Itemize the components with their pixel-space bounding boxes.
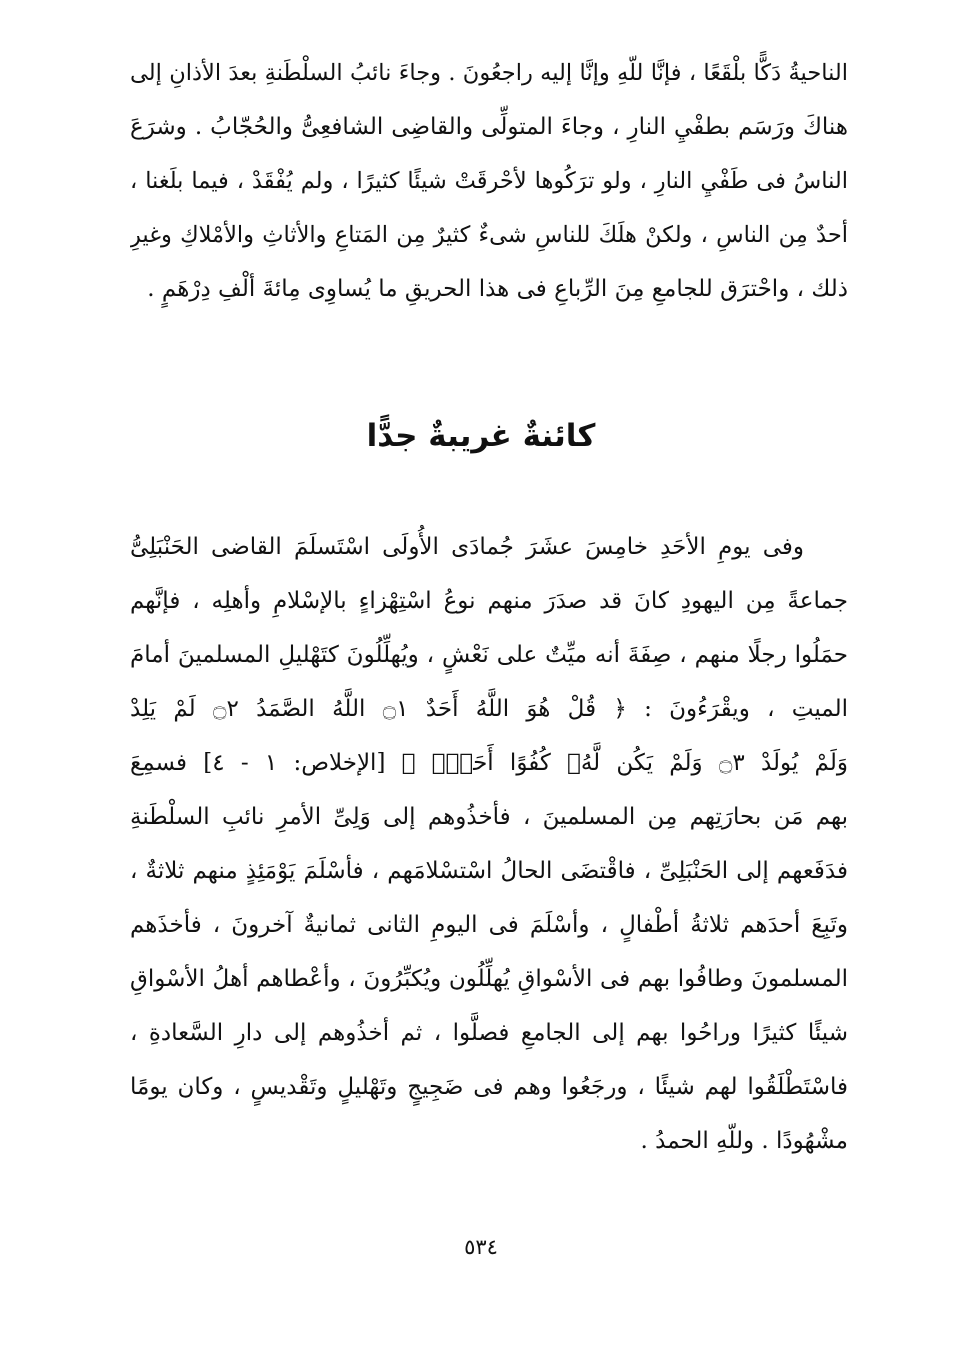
text-line: وفى يومِ الأحَدِ خامِسَ عشَرَ جُمادَى الأُولَى اسْتَسلَمَ القاضى الحَنْبَلِىُّ: [130, 534, 804, 560]
text-line: ذلك ، واحْترَق للجامعِ مِنَ الرِّباعِ فى هذا الحريقِ ما يُساوِى مِائةَ ألْفِ دِرْهَمٍ .: [147, 276, 848, 302]
text-line: هناكَ ورَسَم بطفْيِ النارِ ، وجاءَ المتولِّى والقاضِى الشافعِىُّ والحُجّابُ . وشرَعَ: [130, 114, 848, 140]
text-line: مشْهُودًا . وللّهِ الحمدُ .: [640, 1128, 848, 1154]
paragraph-fire-account: [130, 46, 848, 316]
text-line: الناحيةُ دَكًّا بلْقَعًا ، فإنَّا للّهِ وإنَّا إليه راجعُونَ . وجاءَ نائبُ السلْطَنةِ بعدَ الأذانِ إلى: [130, 60, 848, 86]
page-number: ٥٣٤: [464, 1235, 498, 1259]
section-heading: كائنةٌ غريبةٌ جدًّا: [366, 418, 596, 454]
text-line: المسلمونَ وطافُوا بهم فى الأسْواقِ يُهلِّلُون ويُكبِّرُونَ ، وأعْطاهم أهلُ الأسْواقِ: [130, 966, 848, 992]
text-line: شيئًا كثيرًا وراحُوا بهم إلى الجامعِ فصلَّوا ، ثم أخذُوهم إلى دارِ السَّعادةِ ،: [130, 1020, 848, 1046]
text-line: فدَفَعهم إلى الحَنْبَلِىِّ ، فاقْتضَى الحالُ اسْتسْلامَهم ، فأسْلَمَ يَوْمَئِذٍ منهم ثلاثةٌ ،: [130, 858, 848, 884]
paragraph-strange-event: [130, 520, 848, 1168]
text-line: أحدٌ مِن الناسِ ، ولكنْ هلَكَ للناسِ شىءٌ كثيرٌ مِن المَتاعِ والأثاثِ والأمْلاكِ وغيرِ: [130, 222, 848, 248]
text-line: حمَلُوا رجلًا منهم ، صِفَةَ أنه ميِّتٌ على نَعْشٍ ، ويُهلِّلُونَ كتَهْليلِ المسلمينَ أمامَ: [130, 642, 848, 668]
text-line: بهم مَن بحارَتِهم مِن المسلمينَ ، فأخذُوهم إلى وَلِىِّ الأمرِ نائبِ السلْطَنةِ: [130, 804, 848, 830]
quran-verse-line: وَلَمْ يُولَدْ ۝٣ وَلَمْ يَكُن لَّهُۥ كُفُوًا أَحَدٌۢ ﴾ [الإخلاص: ١ - ٤] فسمِعَ: [130, 750, 848, 776]
quran-verse-line: الميتِ ، ويقْرَءُونَ : ﴿ قُلْ هُوَ اللَّهُ أَحَدٌ ۝١ اللَّهُ الصَّمَدُ ۝٢ لَمْ يَلِدْ: [130, 696, 848, 722]
text-line: الناسُ فى طَفْيِ النارِ ، ولو ترَكُوها لأحْرقَتْ شيئًا كثيرًا ، ولم يُفْقَدْ ، فيما بلَغنا ،: [130, 168, 848, 194]
text-line: فاسْتَطْلَقُوا لهم شيئًا ، ورجَعُوا وهم فى ضَجِيجٍ وتَهْليلٍ وتَقْديسٍ ، وكان يومًا: [130, 1074, 848, 1100]
text-line: وتَبِعَ أحدَهم ثلاثةُ أطْفالٍ ، وأسْلَمَ فى اليومِ الثانى ثمانيةٌ آخرونَ ، فأخذَهم: [130, 912, 848, 938]
text-line: جماعةً مِن اليهودِ كانَ قد صدَرَ منهم نوعُ اسْتِهْزاءٍ بالإسْلامِ وأهلِه ، فإنَّهم: [130, 588, 848, 614]
